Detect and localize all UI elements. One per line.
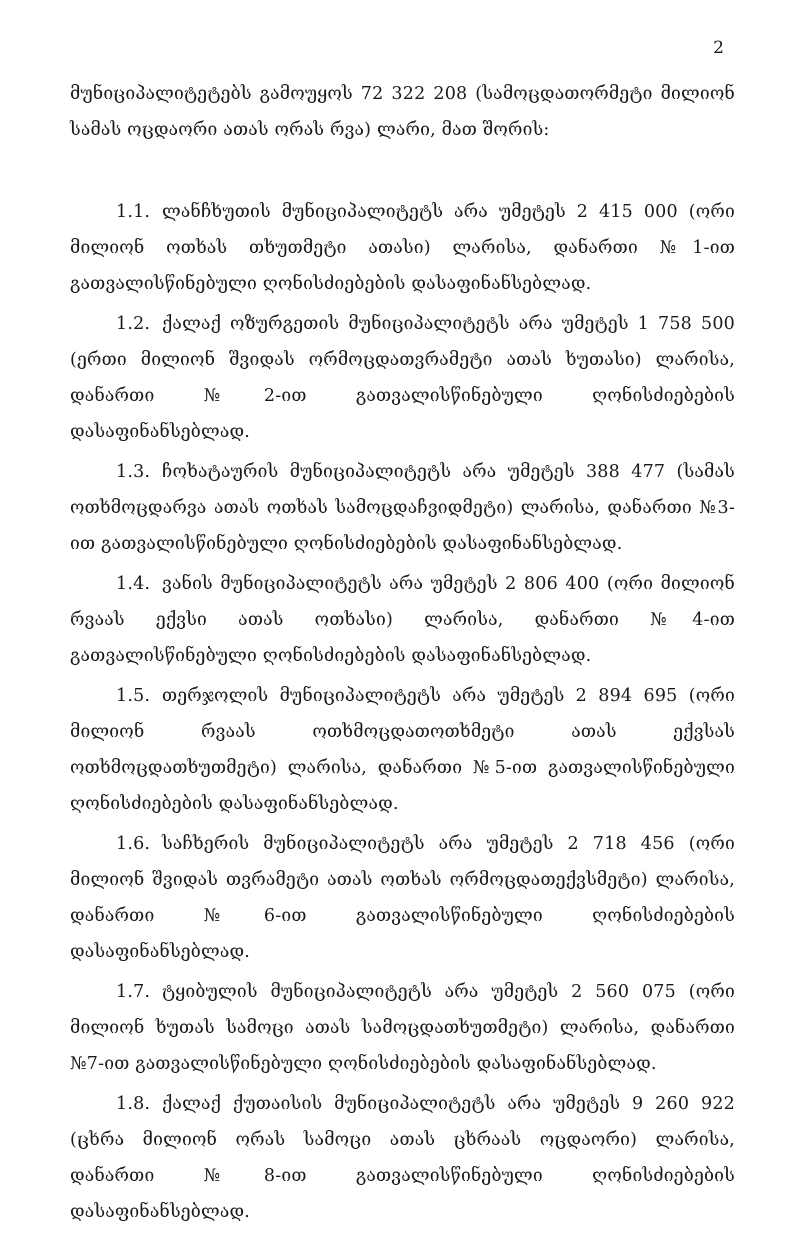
page-number: 2: [713, 38, 724, 58]
list-item-1-8: [70, 1086, 735, 1230]
document-body: [70, 76, 735, 1234]
item-text: ლანჩხუთის მუნიციპალიტეტს არა უმეტეს 2 415 000 (ორი მილიონ ოთხას თხუთმეტი ათასი) ლარისა, დანართი №1-ით გათვალისწინებული ღონისძიებების დასაფინანსებლად.: [70, 202, 735, 294]
list-item-1-6: [70, 826, 735, 970]
list-item-1-3: [70, 454, 735, 562]
list-item-1-7: [70, 974, 735, 1082]
item-number: 1.2.: [116, 314, 151, 334]
item-text: ქალაქ ქუთაისის მუნიციპალიტეტს არა უმეტეს 9 260 922 (ცხრა მილიონ ორას სამოცი ათას ცხრაას ოცდაორი) ლარისა, დანართი №8-ით გათვალისწინებული ღონისძიებების დასაფინანსებლად.: [70, 1094, 735, 1222]
item-text: ქალაქ ოზურგეთის მუნიციპალიტეტს არა უმეტეს 1 758 500 (ერთი მილიონ შვიდას ორმოცდათვრამეტი ათას ხუთასი) ლარისა, დანართი №2-ით გათვალისწინებული ღონისძიებების დასაფინანსებლად.: [70, 314, 735, 442]
item-number: 1.1.: [116, 202, 151, 222]
list-item-1-5: [70, 678, 735, 822]
item-number: 1.3.: [116, 462, 151, 482]
item-text: ვანის მუნიციპალიტეტს არა უმეტეს 2 806 400 (ორი მილიონ რვაას ექვსი ათას ოთხასი) ლარისა, დანართი №4-ით გათვალისწინებული ღონისძიებების დასაფინანსებლად.: [70, 574, 735, 666]
item-number: 1.7.: [116, 982, 151, 1002]
list-item-1-2: [70, 306, 735, 450]
item-number: 1.4.: [116, 574, 151, 594]
list-item-1-4: [70, 566, 735, 674]
item-text: ჩოხატაურის მუნიციპალიტეტს არა უმეტეს 388 477 (სამას ოთხმოცდარვა ათას ოთხას სამოცდაჩვიდმეტი) ლარისა, დანართი №3-ით გათვალისწინებული ღონისძიებების დასაფინანსებლად.: [70, 462, 735, 554]
item-text: თერჯოლის მუნიციპალიტეტს არა უმეტეს 2 894 695 (ორი მილიონ რვაას ოთხმოცდათოთხმეტი ათას ექვსას ოთხმოცდათხუთმეტი) ლარისა, დანართი №5-ით გათვალისწინებული ღონისძიებების დასაფინანსებლად.: [70, 686, 735, 814]
intro-paragraph: მუნიციპალიტეტებს გამოუყოს 72 322 208 (სამოცდათორმეტი მილიონ სამას ოცდაორი ათას ორას რვა) ლარი, მათ შორის:: [70, 84, 735, 140]
list-item-1-1: [70, 194, 735, 302]
item-text: ტყიბულის მუნიციპალიტეტს არა უმეტეს 2 560 075 (ორი მილიონ ხუთას სამოცი ათას სამოცდათხუთმეტი) ლარისა, დანართი №7-ით გათვალისწინებული ღონისძიებების დასაფინანსებლად.: [70, 982, 735, 1074]
item-number: 1.6.: [116, 834, 151, 854]
item-text: საჩხერის მუნიციპალიტეტს არა უმეტეს 2 718 456 (ორი მილიონ შვიდას თვრამეტი ათას ოთხას ორმოცდათექვსმეტი) ლარისა, დანართი №6-ით გათვალისწინებული ღონისძიებების დასაფინანსებლად.: [70, 834, 735, 962]
item-number: 1.5.: [116, 686, 151, 706]
item-number: 1.8.: [116, 1094, 151, 1114]
